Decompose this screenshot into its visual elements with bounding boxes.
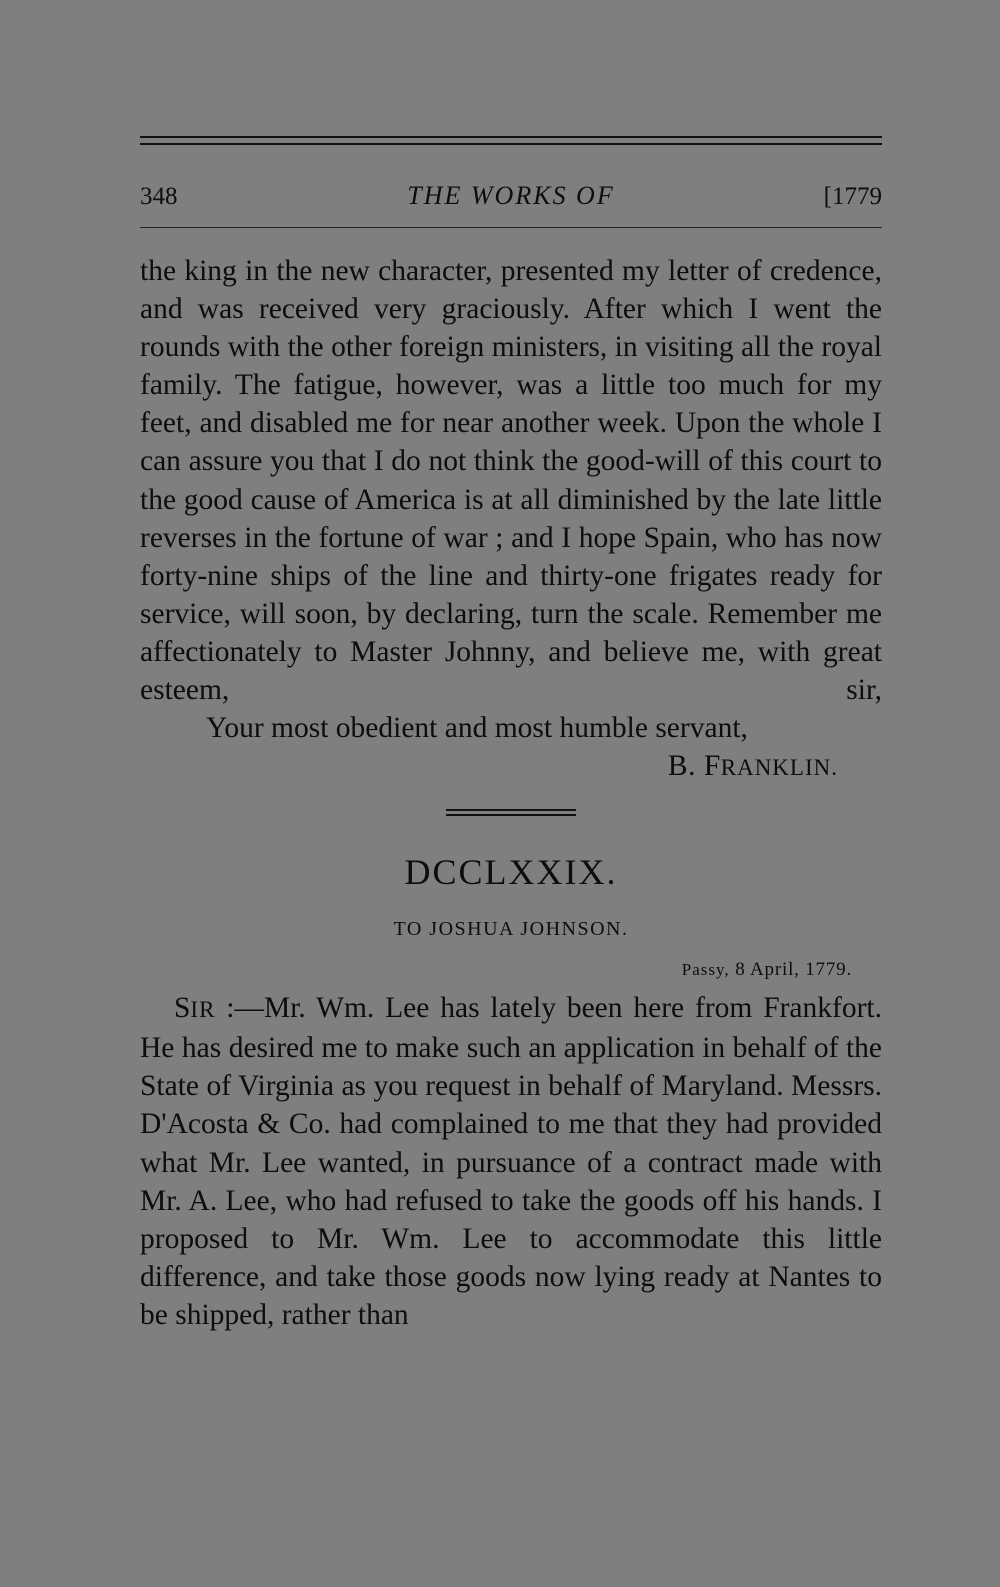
letter-date: 8 April, 1779. [735,959,852,981]
running-title: THE WORKS OF [407,181,615,210]
salutation-cap: S [174,992,191,1025]
page-number: 348 [140,183,178,210]
letter-addressee: TO JOSHUA JOHNSON. [393,918,629,941]
letter-body-text: :—Mr. Wm. Lee has lately been here from Frankfort. He has desired me to make such an application in behalf of the State of Virginia as you request in behalf of Maryland. Messrs. D'Acosta & Co. had complained to me that they had provided what Mr. Lee wanted, in pursuance of a contract made with Mr. A. Lee, who had refused to take the goods off his hands. I proposed to Mr. Wm. Lee to accommodate this little difference, and take those goods now lying ready at Nantes to be shipped, rather than [140,992,882,1331]
top-double-rule [140,136,882,145]
running-head [140,145,882,210]
letter-closing [140,709,882,787]
salutation-rest: IR [190,997,216,1023]
signature [140,747,882,787]
letter-dateline [140,959,882,981]
body-paragraph: the king in the new character, presented my letter of credence, and was received very graciously. After which I went the rounds with the other foreign ministers, in visiting all the royal family. The fatigue, however, was a little too much for my feet, and disabled me for near another week. Upon the whole I can assure you that I do not think the good-will of this court to the good cause of America is at all diminished by the late little reverses in the fortune of war ; and I hope Spain, who has now forty-nine ships of the line and thirty-one frigates ready for service, will soon, by declaring, turn the scale. Remember me affectionately to Master Johnny, and believe me, with great esteem, sir, [140,255,882,707]
book-page [140,136,882,1334]
signature-initial: B. F [667,750,721,783]
signature-smallcaps: RANKLIN. [720,755,838,781]
letter-place: Passy, [681,960,730,980]
letter-number: DCCLXXIX. [404,852,618,893]
letter-body [140,989,882,1334]
year-marker: [1779 [823,183,882,210]
valediction: Your most obedient and most humble servant, [206,712,748,745]
section-separator [446,809,576,816]
letter-paragraph [140,989,882,1334]
header-rule [140,227,882,228]
continued-letter-text [140,252,882,709]
